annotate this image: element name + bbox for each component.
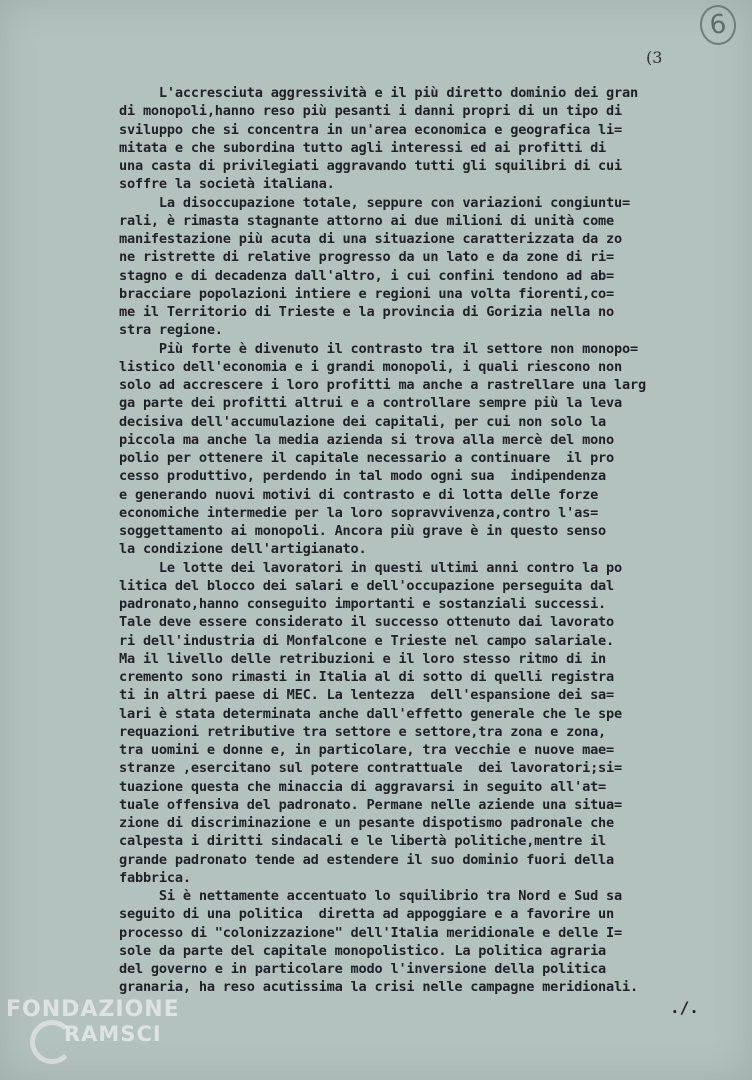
text-line: ga parte dei profitti altrui e a controllare sempre più la leva	[119, 395, 623, 412]
text-line: requazioni retributive tra settore e settore,tra zona e zona,	[119, 723, 607, 740]
text-line: Tale deve essere considerato il successo ottenuto dai lavorato	[119, 614, 615, 631]
text-line: ti in altri paese di MEC. La lentezza dell'espansione dei sa=	[119, 687, 615, 704]
text-line: stagno e di decadenza dall'altro, i cui confini tendono ad ab=	[119, 267, 615, 284]
text-line: mitata e che subordina tutto agli interessi ed ai profitti di	[119, 139, 607, 156]
text-line: tuale offensiva del padronato. Permane nelle aziende una situa=	[119, 796, 623, 813]
page-reference: (3	[646, 48, 663, 67]
text-line: polio per ottenere il capitale necessario a continuare il pro	[119, 450, 615, 466]
typewritten-text	[119, 84, 729, 997]
page-number-circle: 6	[698, 3, 738, 47]
text-line: Più forte è divenuto il contrasto tra il settore non monopo=	[119, 340, 638, 357]
text-line: seguito di una politica diretta ad appoggiare e a favorire un	[119, 906, 615, 923]
text-line: una casta di privilegiati aggravando tutti gli squilibri di cui	[119, 158, 623, 174]
text-line: listico dell'economia e i grandi monopoli, i quali riescono non	[119, 358, 623, 375]
text-line: litica del blocco dei salari e dell'occupazione perseguita dal	[119, 577, 615, 594]
text-line: sviluppo che si concentra in un'area economica e geografica li=	[119, 121, 623, 138]
text-line: soggettamento ai monopoli. Ancora più grave è in questo senso	[119, 523, 607, 539]
text-line: padronato,hanno conseguito importanti e sostanziali successi.	[119, 596, 607, 612]
text-line: Ma il livello delle retribuzioni e il loro stesso ritmo di in	[119, 650, 607, 667]
text-line: rali, è rimasta stagnante attorno ai due milioni di unità come	[119, 212, 615, 229]
text-line: Le lotte dei lavoratori in questi ultimi anni contro la po	[119, 559, 623, 576]
text-line: lari è stata determinata anche dall'effetto generale che le spe	[119, 705, 623, 722]
text-line: La disoccupazione totale, seppure con variazioni congiuntu=	[119, 194, 630, 211]
text-line: decisiva dell'accumulazione dei capitali, per cui non solo la	[119, 413, 607, 430]
text-line: zione di discriminazione e un pesante dispotismo padronale che	[119, 815, 615, 831]
text-line: soffre la società italiana.	[119, 176, 335, 193]
text-line: grande padronato tende ad estendere il suo dominio fuori della	[119, 851, 615, 868]
text-line: manifestazione più acuta di una situazione caratterizzata da zo	[119, 231, 623, 247]
continuation-mark: ./.	[670, 998, 699, 1017]
text-line: del governo e in particolare modo l'inversione della politica	[119, 961, 607, 977]
text-line: stra regione.	[119, 322, 223, 339]
text-line: bracciare popolazioni intiere e regioni una volta fiorenti,co=	[119, 285, 615, 302]
text-line: Si è nettamente accentuato lo squilibrio tra Nord e Sud sa	[119, 888, 623, 904]
watermark	[6, 998, 180, 1046]
text-line: cremento sono rimasti in Italia al di sotto di quelli registra	[119, 669, 615, 685]
text-line: e generando nuovi motivi di contrasto e di lotta delle forze	[119, 486, 599, 503]
watermark-line-1: FONDAZIONE	[6, 997, 180, 1022]
text-line: granaria, ha reso acutissima la crisi nelle campagne meridionali.	[119, 979, 638, 996]
text-line: stranze ,esercitano sul potere contrattuale dei lavoratori;si=	[119, 760, 623, 777]
text-line: ne ristrette di relative progresso da un lato e da zone di ri=	[119, 249, 615, 266]
text-line: fabbrica.	[119, 869, 191, 886]
text-line: la condizione dell'artigianato.	[119, 541, 367, 558]
text-line: processo di "colonizzazione" dell'Italia meridionale e delle I=	[119, 924, 623, 941]
text-line: tra uomini e donne e, in particolare, tra vecchie e nuove mae=	[119, 742, 615, 758]
text-line: sole da parte del capitale monopolistico. La politica agraria	[119, 942, 607, 959]
text-line: di monopoli,hanno reso più pesanti i danni propri di un tipo di	[119, 103, 623, 120]
watermark-line-2: RAMSCI	[64, 1022, 162, 1046]
text-line: cesso produttivo, perdendo in tal modo ogni sua indipendenza	[119, 468, 607, 485]
text-line: economiche intermedie per la loro sopravvivenza,contro l'as=	[119, 504, 599, 521]
text-line: me il Territorio di Trieste e la provincia di Gorizia nella no	[119, 304, 615, 320]
text-line: calpesta i diritti sindacali e le libertà politiche,mentre il	[119, 833, 607, 850]
text-line: ri dell'industria di Monfalcone e Trieste nel campo salariale.	[119, 632, 615, 649]
text-line: solo ad accrescere i loro profitti ma anche a rastrellare una larg	[119, 377, 646, 393]
text-line: L'accresciuta aggressività e il più diretto dominio dei gran	[119, 85, 638, 101]
text-line: tuazione questa che minaccia di aggravarsi in seguito all'at=	[119, 778, 607, 795]
text-line: piccola ma anche la media azienda si trova alla mercè del mono	[119, 431, 615, 448]
